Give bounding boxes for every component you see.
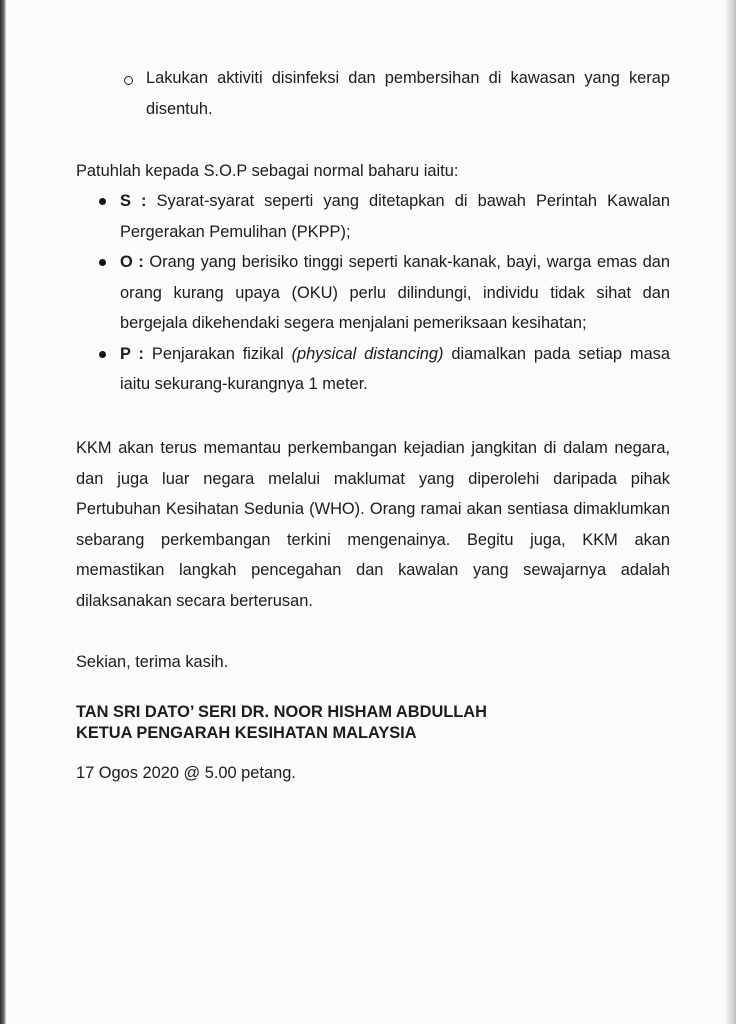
sop-key-s: S : (120, 192, 147, 210)
sop-item-o (120, 247, 670, 339)
sop-key-o: O : (120, 253, 144, 271)
signature-block (76, 702, 487, 744)
page-edge-shadow-left (0, 0, 6, 1024)
hollow-circle-bullet-icon (124, 76, 133, 85)
sop-text-p-italic: (physical distancing) (291, 344, 444, 363)
sub-bullet-text: Lakukan aktiviti disinfeksi dan pembersihan di kawasan yang kerap disentuh. (146, 69, 670, 118)
sop-text-o: Orang yang berisiko tinggi seperti kanak-kanak, bayi, warga emas dan orang kurang upaya (OKU) perlu dilindungi, individu tidak sihat dan bergejala dikehendaki segera menjalani pemeriksaan kesihatan; (120, 253, 670, 332)
bullet-dot-icon (99, 351, 106, 358)
issue-date: 17 Ogos 2020 @ 5.00 petang. (76, 764, 296, 782)
signature-title: KETUA PENGARAH KESIHATAN MALAYSIA (76, 724, 417, 742)
sop-key-p: P : (120, 344, 144, 363)
sop-text-p-after: diamalkan pada setiap masa iaitu sekurang-kurangnya 1 meter. (120, 344, 670, 393)
page-edge-shadow-right (726, 0, 736, 1024)
sop-text-p-before: Penjarakan fizikal (144, 344, 292, 363)
sop-text-s: Syarat-syarat seperti yang ditetapkan di bawah Perintah Kawalan Pergerakan Pemulihan (PKPP); (120, 192, 670, 241)
sop-item-s (120, 186, 670, 247)
closing-line: Sekian, terima kasih. (76, 653, 229, 671)
sub-bullet-item (146, 63, 670, 124)
bullet-dot-icon (99, 259, 106, 266)
sop-list (120, 186, 670, 400)
bullet-dot-icon (99, 198, 106, 205)
sop-intro: Patuhlah kepada S.O.P sebagai normal baharu iaitu: (76, 162, 459, 180)
signature-name: TAN SRI DATO’ SERI DR. NOOR HISHAM ABDULLAH (76, 703, 487, 721)
paragraph-kkm: KKM akan terus memantau perkembangan kejadian jangkitan di dalam negara, dan juga luar negara melalui maklumat yang diperolehi daripada pihak Pertubuhan Kesihatan Sedunia (WHO). Orang ramai akan sentiasa dimaklumkan sebarang perkembangan terkini mengenainya. Begitu juga, KKM akan memastikan langkah pencegahan dan kawalan yang sewajarnya adalah dilaksanakan secara berterusan. (76, 439, 670, 610)
sop-item-p (120, 339, 670, 400)
